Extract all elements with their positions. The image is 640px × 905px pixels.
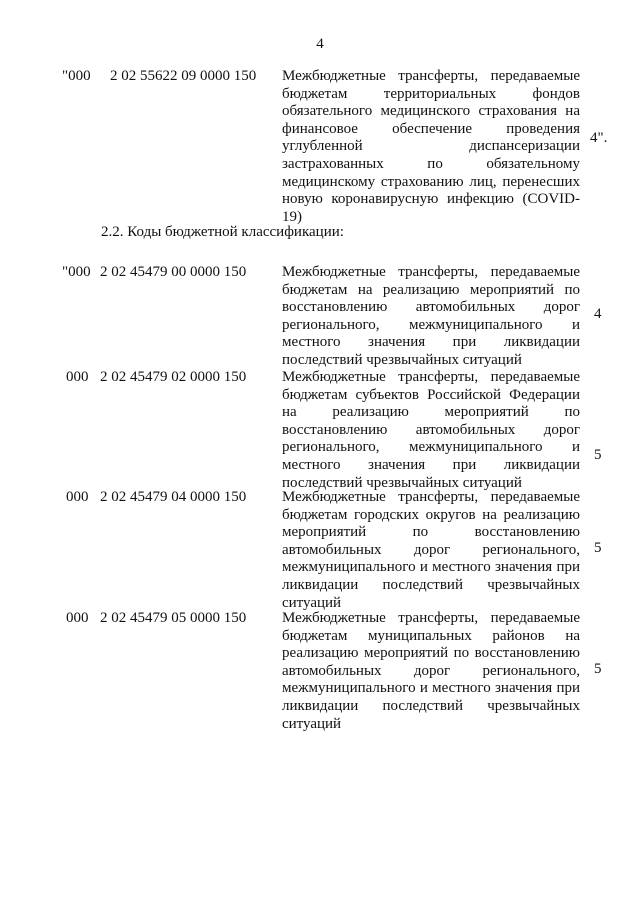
admin-code: 000 xyxy=(66,610,89,626)
group-number: 5 xyxy=(594,661,602,677)
entry-description: Межбюджетные трансферты, передаваемые бюджетам территориальных фондов обязательного медицинского страхования на финансовое обеспечение проведения углубленной диспансеризации застрахованных по обязательному медицинскому страхованию лиц, перенесших новую коронавирусную инфекцию (COVID-19) xyxy=(282,68,580,225)
entry-description: Межбюджетные трансферты, передаваемые бюджетам субъектов Российской Федерации на реализацию мероприятий по восстановлению автомобильных дорог регионального, межмуниципального и местного значения при ликвидации последствий чрезвычайных ситуаций xyxy=(282,369,580,491)
admin-code: 000 xyxy=(66,369,89,385)
classification-code: 2 02 45479 00 0000 150 xyxy=(100,264,247,280)
entry-description: Межбюджетные трансферты, передаваемые бюджетам на реализацию мероприятий по восстановлению автомобильных дорог регионального, межмуниципального и местного значения при ликвидации последствий чрезвычайных ситуаций xyxy=(282,264,580,368)
group-number: 4". xyxy=(590,130,608,146)
entry-description: Межбюджетные трансферты, передаваемые бюджетам городских округов на реализацию мероприятий по восстановлению автомобильных дорог регионального, межмуниципального и местного значения при ликвидации последствий чрезвычайных ситуаций xyxy=(282,489,580,611)
group-number: 5 xyxy=(594,447,602,463)
classification-code: 2 02 45479 02 0000 150 xyxy=(100,369,247,385)
group-number: 4 xyxy=(594,306,602,322)
admin-code: "000 xyxy=(62,68,91,84)
classification-code: 2 02 45479 05 0000 150 xyxy=(100,610,247,626)
section-heading: 2.2. Коды бюджетной классификации: xyxy=(101,224,344,240)
admin-code: 000 xyxy=(66,489,89,505)
page-number: 4 xyxy=(316,36,324,52)
group-number: 5 xyxy=(594,540,602,556)
admin-code: "000 xyxy=(62,264,91,280)
entry-description: Межбюджетные трансферты, передаваемые бюджетам муниципальных районов на реализацию мероприятий по восстановлению автомобильных дорог регионального, межмуниципального и местного значения при ликвидации последствий чрезвычайных ситуаций xyxy=(282,610,580,732)
classification-code: 2 02 55622 09 0000 150 xyxy=(110,68,257,84)
classification-code: 2 02 45479 04 0000 150 xyxy=(100,489,247,505)
